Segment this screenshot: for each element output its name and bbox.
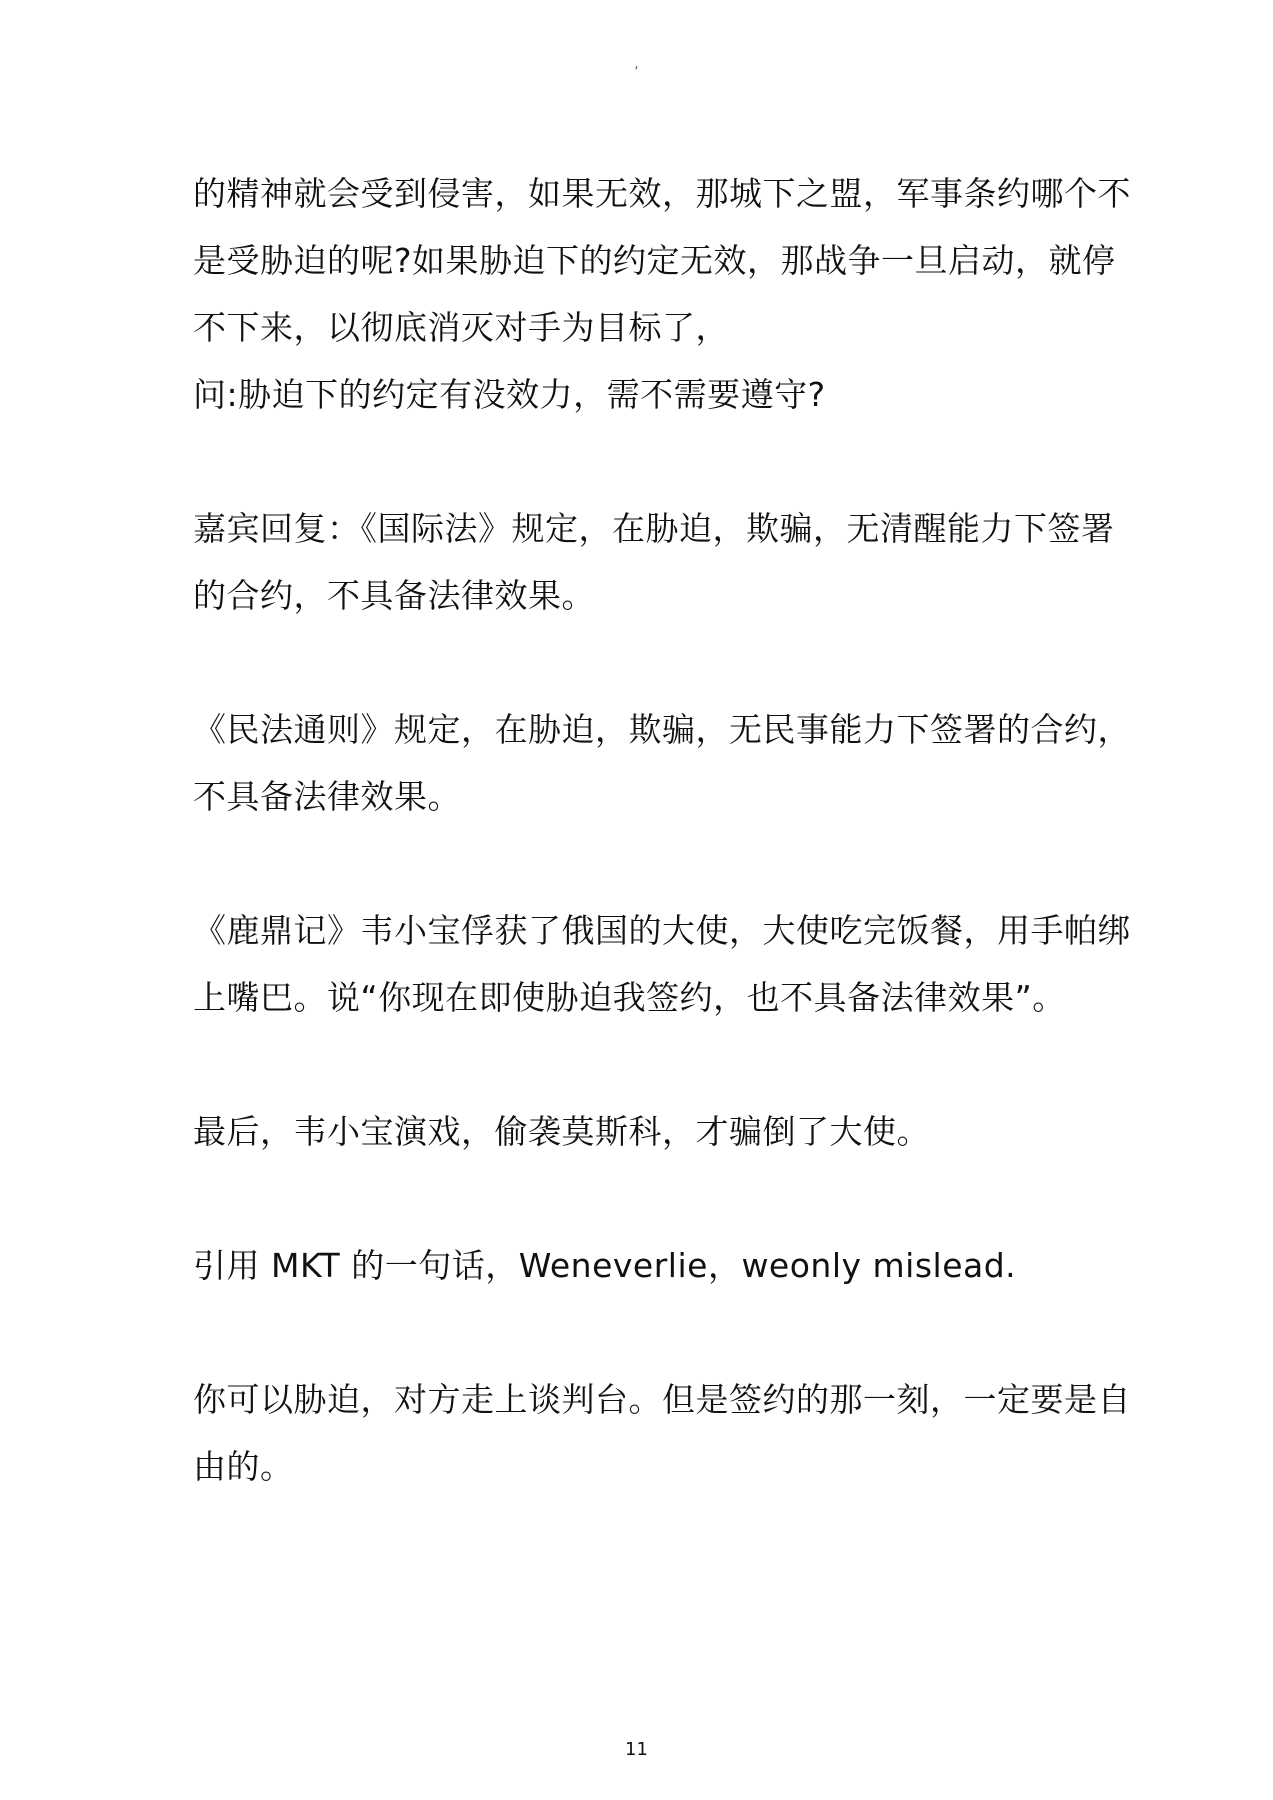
paragraph-gap [193, 629, 1093, 696]
paragraph-3 [193, 696, 1131, 830]
text-line: 的合约，不具备法律效果。 [193, 576, 595, 615]
page-number: 11 [625, 1739, 648, 1760]
paragraph-2 [193, 495, 1115, 629]
paragraph-1 [193, 160, 1131, 428]
text-line: 是受胁迫的呢?如果胁迫下的约定无效，那战争一旦启动，就停 [193, 241, 1116, 280]
paragraph-7 [193, 1366, 1131, 1500]
paragraph-gap [193, 428, 1093, 495]
paragraph-gap [193, 1299, 1093, 1366]
text-line: 问:胁迫下的约定有没效力，需不需要遵守? [193, 375, 826, 414]
paragraph-gap [193, 830, 1093, 897]
text-line: 引用 MKT 的一句话，Weneverlie，weonly mislead. [193, 1246, 1017, 1285]
text-line: 你可以胁迫，对方走上谈判台。但是签约的那一刻，一定要是自 [193, 1380, 1131, 1419]
text-line: 不下来，以彻底消灭对手为目标了， [193, 308, 729, 347]
header-mark: , [634, 56, 639, 72]
paragraph-gap [193, 1031, 1093, 1098]
document-body [193, 160, 1131, 1500]
paragraph-4 [193, 897, 1131, 1031]
paragraph-6 [193, 1232, 1093, 1299]
text-line: 最后，韦小宝演戏，偷袭莫斯科，才骗倒了大使。 [193, 1112, 930, 1151]
text-line: 《鹿鼎记》韦小宝俘获了俄国的大使，大使吃完饭餐，用手帕绑 [193, 911, 1131, 950]
text-line: 不具备法律效果。 [193, 777, 461, 816]
paragraph-gap [193, 1165, 1093, 1232]
text-line: 上嘴巴。说“你现在即使胁迫我签约，也不具备法律效果”。 [193, 978, 1066, 1017]
paragraph-5 [193, 1098, 1093, 1165]
text-line: 的精神就会受到侵害，如果无效，那城下之盟，军事条约哪个不 [193, 174, 1131, 213]
text-line: 嘉宾回复：《国际法》规定，在胁迫，欺骗，无清醒能力下签署 [193, 509, 1115, 548]
text-line: 由的。 [193, 1447, 294, 1486]
text-line: 《民法通则》规定，在胁迫，欺骗，无民事能力下签署的合约， [193, 710, 1131, 749]
